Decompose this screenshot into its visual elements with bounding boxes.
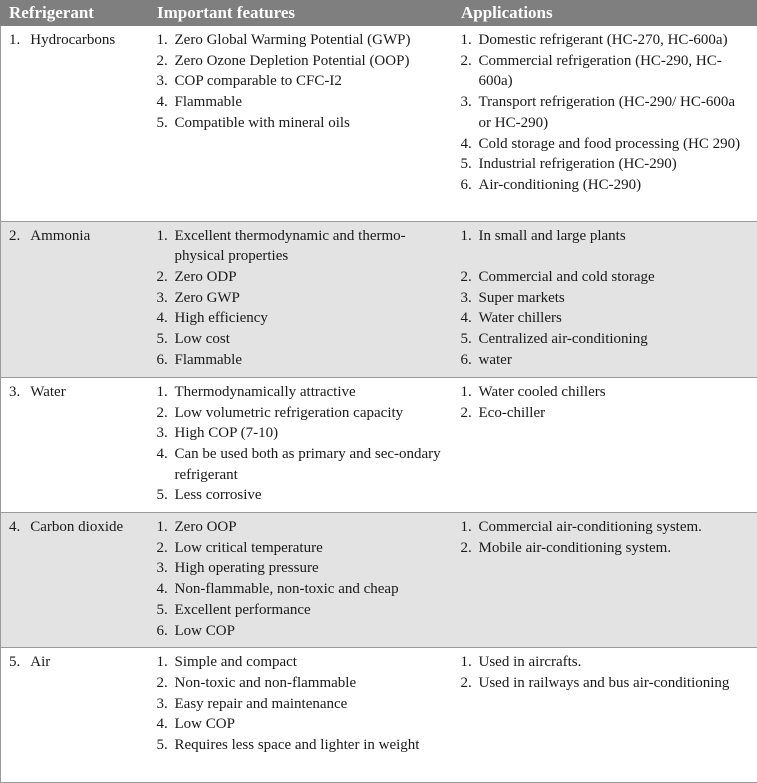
list-item: 1. Zero Global Warming Potential (GWP)	[156, 32, 411, 48]
list-item: 1. Used in aircrafts.	[460, 654, 582, 671]
header-applications: Applications	[453, 1, 757, 26]
refrigerant-name: Water	[30, 383, 66, 400]
table-row-hydrocarbons	[1, 26, 757, 222]
applications-cell	[453, 377, 757, 512]
features-cell	[149, 648, 453, 783]
list-item: 2. Low critical temperature	[156, 539, 323, 556]
features-cell	[149, 513, 453, 648]
list-item: 5. Compatible with mineral oils	[156, 114, 350, 131]
list-item: 4. Water chillers	[460, 310, 562, 327]
list-item: 1. Commercial air-conditioning system.	[460, 519, 702, 536]
list-item: 1. Domestic refrigerant (HC-270, HC-600a)	[460, 32, 728, 48]
list-item: 6. Air-conditioning (HC-290)	[460, 176, 642, 193]
list-item: 4. High efficiency	[156, 310, 268, 327]
list-item: 4. Can be used both as primary and sec-ondary refrigerant	[156, 446, 441, 483]
list-item: 5. Industrial refrigeration (HC-290)	[460, 156, 677, 173]
refrigerant-name: Hydrocarbons	[30, 32, 116, 48]
list-item: 2. Mobile air-conditioning system.	[460, 539, 672, 556]
list-item: 3. High operating pressure	[156, 560, 319, 577]
list-item: 3. Super markets	[460, 289, 565, 306]
applications-cell	[453, 26, 757, 222]
table-row-water	[1, 377, 757, 512]
applications-cell	[453, 513, 757, 648]
list-item: 3. Zero GWP	[156, 289, 240, 306]
list-item: 5. Less corrosive	[156, 487, 262, 504]
list-item: 2. Zero Ozone Depletion Potential (OOP)	[156, 52, 410, 69]
list-item: 1. Water cooled chillers	[460, 383, 606, 400]
list-item: 5. Requires less space and lighter in weight	[156, 736, 420, 753]
table-row-air	[1, 648, 757, 783]
refrigerant-cell: 4. Carbon dioxide	[1, 513, 149, 648]
list-item: 3. COP comparable to CFC-I2	[156, 73, 342, 90]
features-cell	[149, 377, 453, 512]
list-item: 4. Cold storage and food processing (HC 290)	[460, 135, 741, 152]
refrigerant-cell: 3. Water	[1, 377, 149, 512]
list-item: 2. Commercial refrigeration (HC-290, HC-600a)	[460, 52, 722, 90]
list-item: 2. Zero ODP	[156, 268, 237, 285]
applications-cell	[453, 648, 757, 783]
list-item: 2. Non-toxic and non-flammable	[156, 674, 357, 691]
table-row-carbon-dioxide	[1, 513, 757, 648]
list-item: 1. Excellent thermodynamic and thermo-physical properties	[156, 227, 406, 265]
refrigerant-cell: 2. Ammonia	[1, 221, 149, 377]
list-item: 6. Low COP	[156, 622, 235, 639]
table-row-ammonia	[1, 221, 757, 377]
refrigerant-name: Ammonia	[30, 227, 91, 244]
list-item: 1. Zero OOP	[156, 519, 237, 536]
refrigerant-cell: 1. Hydrocarbons	[1, 26, 149, 222]
list-item: 4. Flammable	[156, 94, 242, 111]
list-item: 6. Flammable	[156, 351, 242, 368]
refrigerant-name: Air	[30, 654, 51, 671]
applications-cell	[453, 221, 757, 377]
list-item: 2. Low volumetric refrigeration capacity	[156, 404, 404, 421]
list-spacer	[461, 246, 750, 267]
features-cell	[149, 221, 453, 377]
list-item: 5. Low cost	[156, 331, 230, 348]
list-item: 1. Simple and compact	[156, 654, 297, 671]
header-refrigerant: Refrigerant	[1, 1, 149, 26]
list-item: 3. Easy repair and maintenance	[156, 695, 348, 712]
list-item: 5. Centralized air-conditioning	[460, 331, 648, 348]
list-item: 3. High COP (7-10)	[156, 425, 279, 442]
header-important-features: Important features	[149, 1, 453, 26]
list-item: 1. Thermodynamically attractive	[156, 383, 356, 400]
list-item: 2. Used in railways and bus air-conditioning	[460, 674, 730, 691]
features-cell	[149, 26, 453, 222]
header-row	[1, 1, 757, 26]
list-item: 1. In small and large plants	[460, 227, 626, 244]
list-item: 4. Non-flammable, non-toxic and cheap	[156, 581, 399, 598]
list-item: 6. water	[460, 351, 512, 368]
refrigerant-name: Carbon dioxide	[30, 519, 124, 536]
list-item: 4. Low COP	[156, 716, 235, 733]
list-item: 3. Transport refrigeration (HC-290/ HC-600a or HC-290)	[460, 94, 735, 131]
list-item: 5. Excellent performance	[156, 601, 311, 618]
list-item: 2. Eco-chiller	[460, 404, 546, 421]
refrigerant-cell: 5. Air	[1, 648, 149, 783]
list-item: 2. Commercial and cold storage	[460, 268, 655, 285]
